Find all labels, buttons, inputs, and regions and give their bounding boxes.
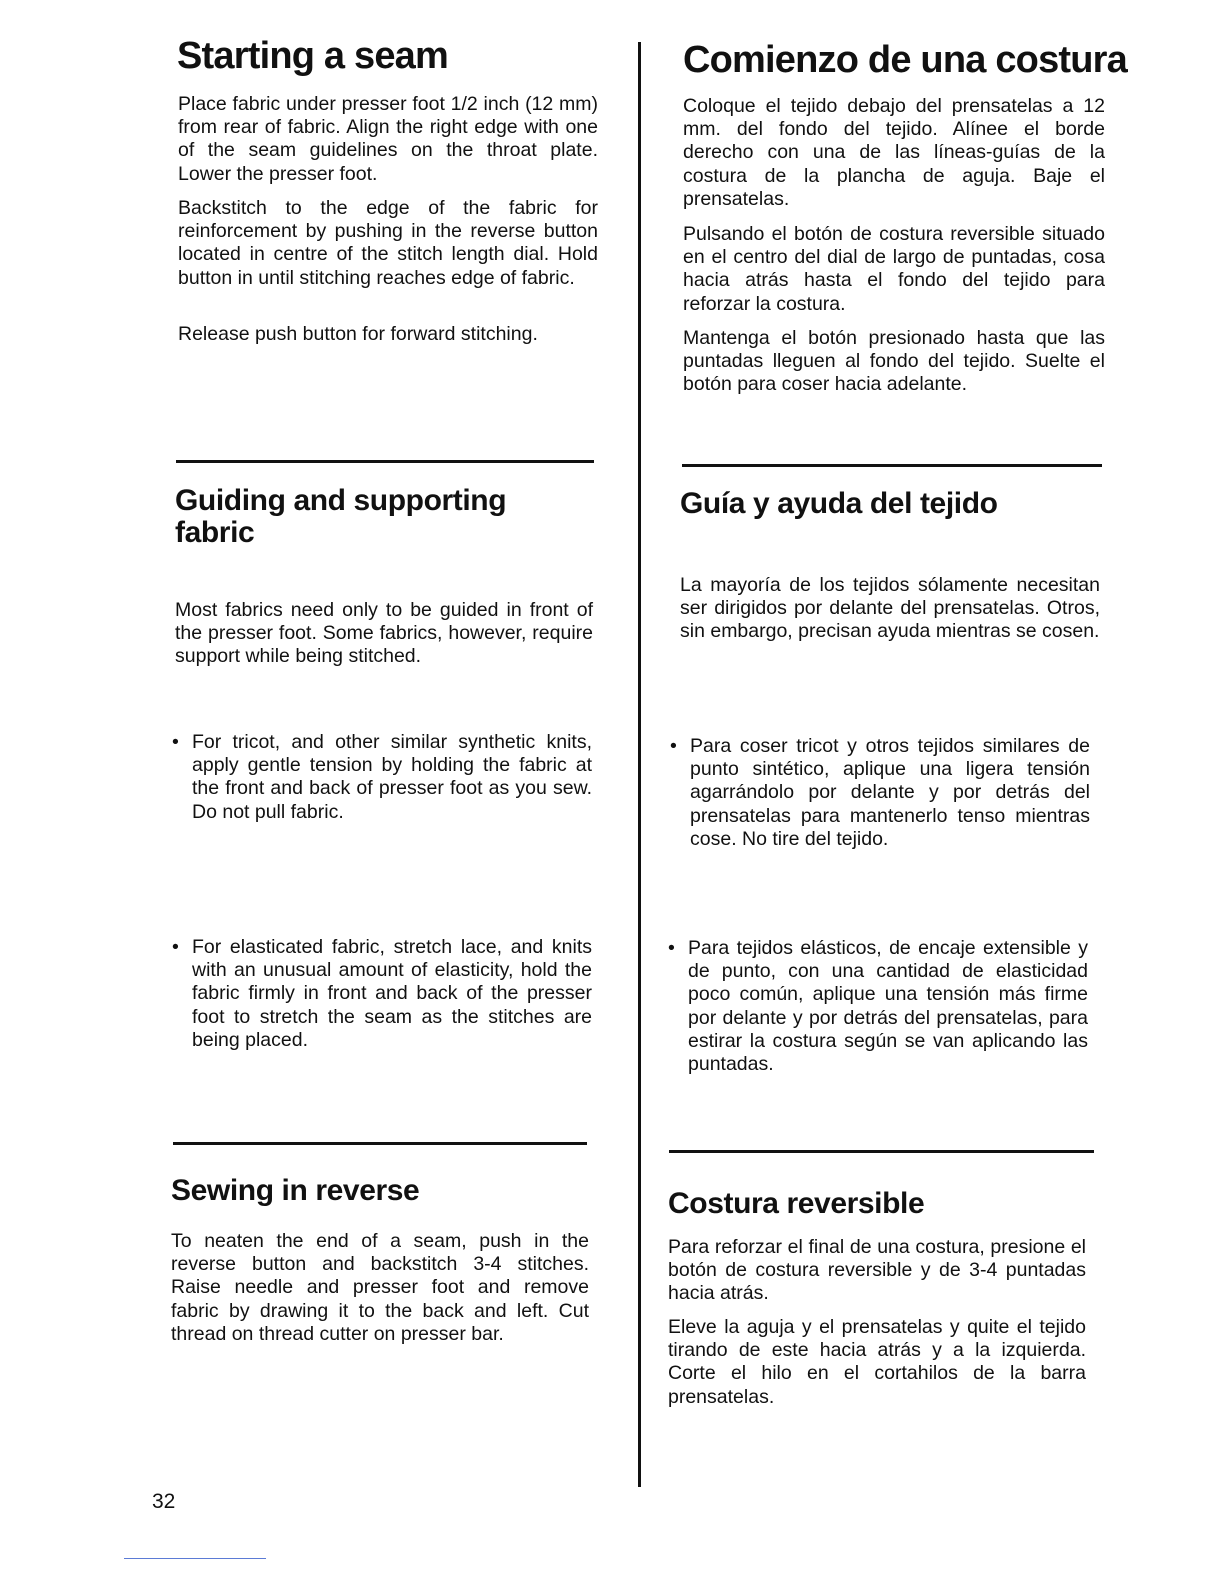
- starting-seam-title: Starting a seam: [177, 35, 448, 77]
- guiding-fabric-title: Guiding and supporting fabric: [175, 484, 507, 549]
- comienzo-costura-para-1: Coloque el tejido debajo del prensatelas a 12 mm. del fondo del tejido. Alínee el borde derecho con una de las líneas-guías de la costura de la plancha de aguja. Baje el prensatelas.: [683, 95, 1105, 210]
- costura-reversible-title: Costura reversible: [668, 1187, 925, 1220]
- section-divider: [173, 1142, 587, 1145]
- section-divider: [682, 464, 1102, 467]
- bullet-icon: •: [668, 937, 675, 959]
- starting-seam-para-3: Release push button for forward stitching.: [178, 323, 538, 345]
- sewing-reverse-para: To neaten the end of a seam, push in the reverse button and backstitch 3-4 stitches. Raise needle and presser foot and remove fabric by drawing it to the back and left. Cut thread on thread cutter on presser bar.: [171, 1230, 589, 1345]
- starting-seam-para-1: Place fabric under presser foot 1/2 inch (12 mm) from rear of fabric. Align the right edge with one of the seam guidelines on the throat plate. Lower the presser foot.: [178, 93, 598, 185]
- page-number: 32: [152, 1490, 176, 1513]
- guia-tejido-para: La mayoría de los tejidos sólamente necesitan ser dirigidos por delante del prensatelas. Otros, sin embargo, precisan ayuda mientras se cosen.: [680, 574, 1100, 643]
- sewing-reverse-title: Sewing in reverse: [171, 1174, 420, 1207]
- costura-reversible-para-1: Para reforzar el final de una costura, presione el botón de costura reversible y de 3-4 puntadas hacia atrás.: [668, 1236, 1086, 1305]
- bullet-icon: •: [670, 735, 677, 757]
- list-item-text: For tricot, and other similar synthetic knits, apply gentle tension by holding the fabric at the front and back of presser foot as you sew. Do not pull fabric.: [192, 731, 592, 823]
- section-divider: [176, 460, 594, 463]
- guiding-fabric-para: Most fabrics need only to be guided in front of the presser foot. Some fabrics, however, require support while being stitched.: [175, 599, 593, 668]
- bullet-icon: •: [172, 731, 179, 753]
- guia-tejido-title: Guía y ayuda del tejido: [680, 487, 998, 520]
- comienzo-costura-para-3: Mantenga el botón presionado hasta que las puntadas lleguen al fondo del tejido. Suelte el botón para coser hacia adelante.: [683, 327, 1105, 396]
- costura-reversible-para-2: Eleve la aguja y el prensatelas y quite el tejido tirando de este hacia atrás y a la izquierda. Corte el hilo en el cortahilos de la barra prensatelas.: [668, 1316, 1086, 1408]
- section-divider: [669, 1150, 1094, 1153]
- bullet-icon: •: [172, 936, 179, 958]
- column-divider: [638, 42, 641, 1487]
- footer-line: [124, 1558, 266, 1559]
- comienzo-costura-title: Comienzo de una costura: [683, 39, 1128, 81]
- starting-seam-para-2: Backstitch to the edge of the fabric for reinforcement by pushing in the reverse button located in centre of the stitch length dial. Hold button in until stitching reaches edge of fabric.: [178, 197, 598, 289]
- list-item-text: Para tejidos elásticos, de encaje extensible y de punto, con una cantidad de elasticidad poco común, aplique una tensión más firme por delante y por detrás del prensatelas, para estirar la costura según se van aplicando las puntadas.: [688, 937, 1088, 1076]
- list-item-text: Para coser tricot y otros tejidos similares de punto sintético, aplique una ligera tensión agarrándolo por delante y por detrás del prensatelas para mantenerlo tenso mientras cose. No tire del tejido.: [690, 735, 1090, 850]
- comienzo-costura-para-2: Pulsando el botón de costura reversible situado en el centro del dial de largo de puntadas, cosa hacia atrás hasta el fondo del tejido para reforzar la costura.: [683, 223, 1105, 315]
- list-item-text: For elasticated fabric, stretch lace, and knits with an unusual amount of elasticity, hold the fabric firmly in front and back of the presser foot to stretch the seam as the stitches are being placed.: [192, 936, 592, 1051]
